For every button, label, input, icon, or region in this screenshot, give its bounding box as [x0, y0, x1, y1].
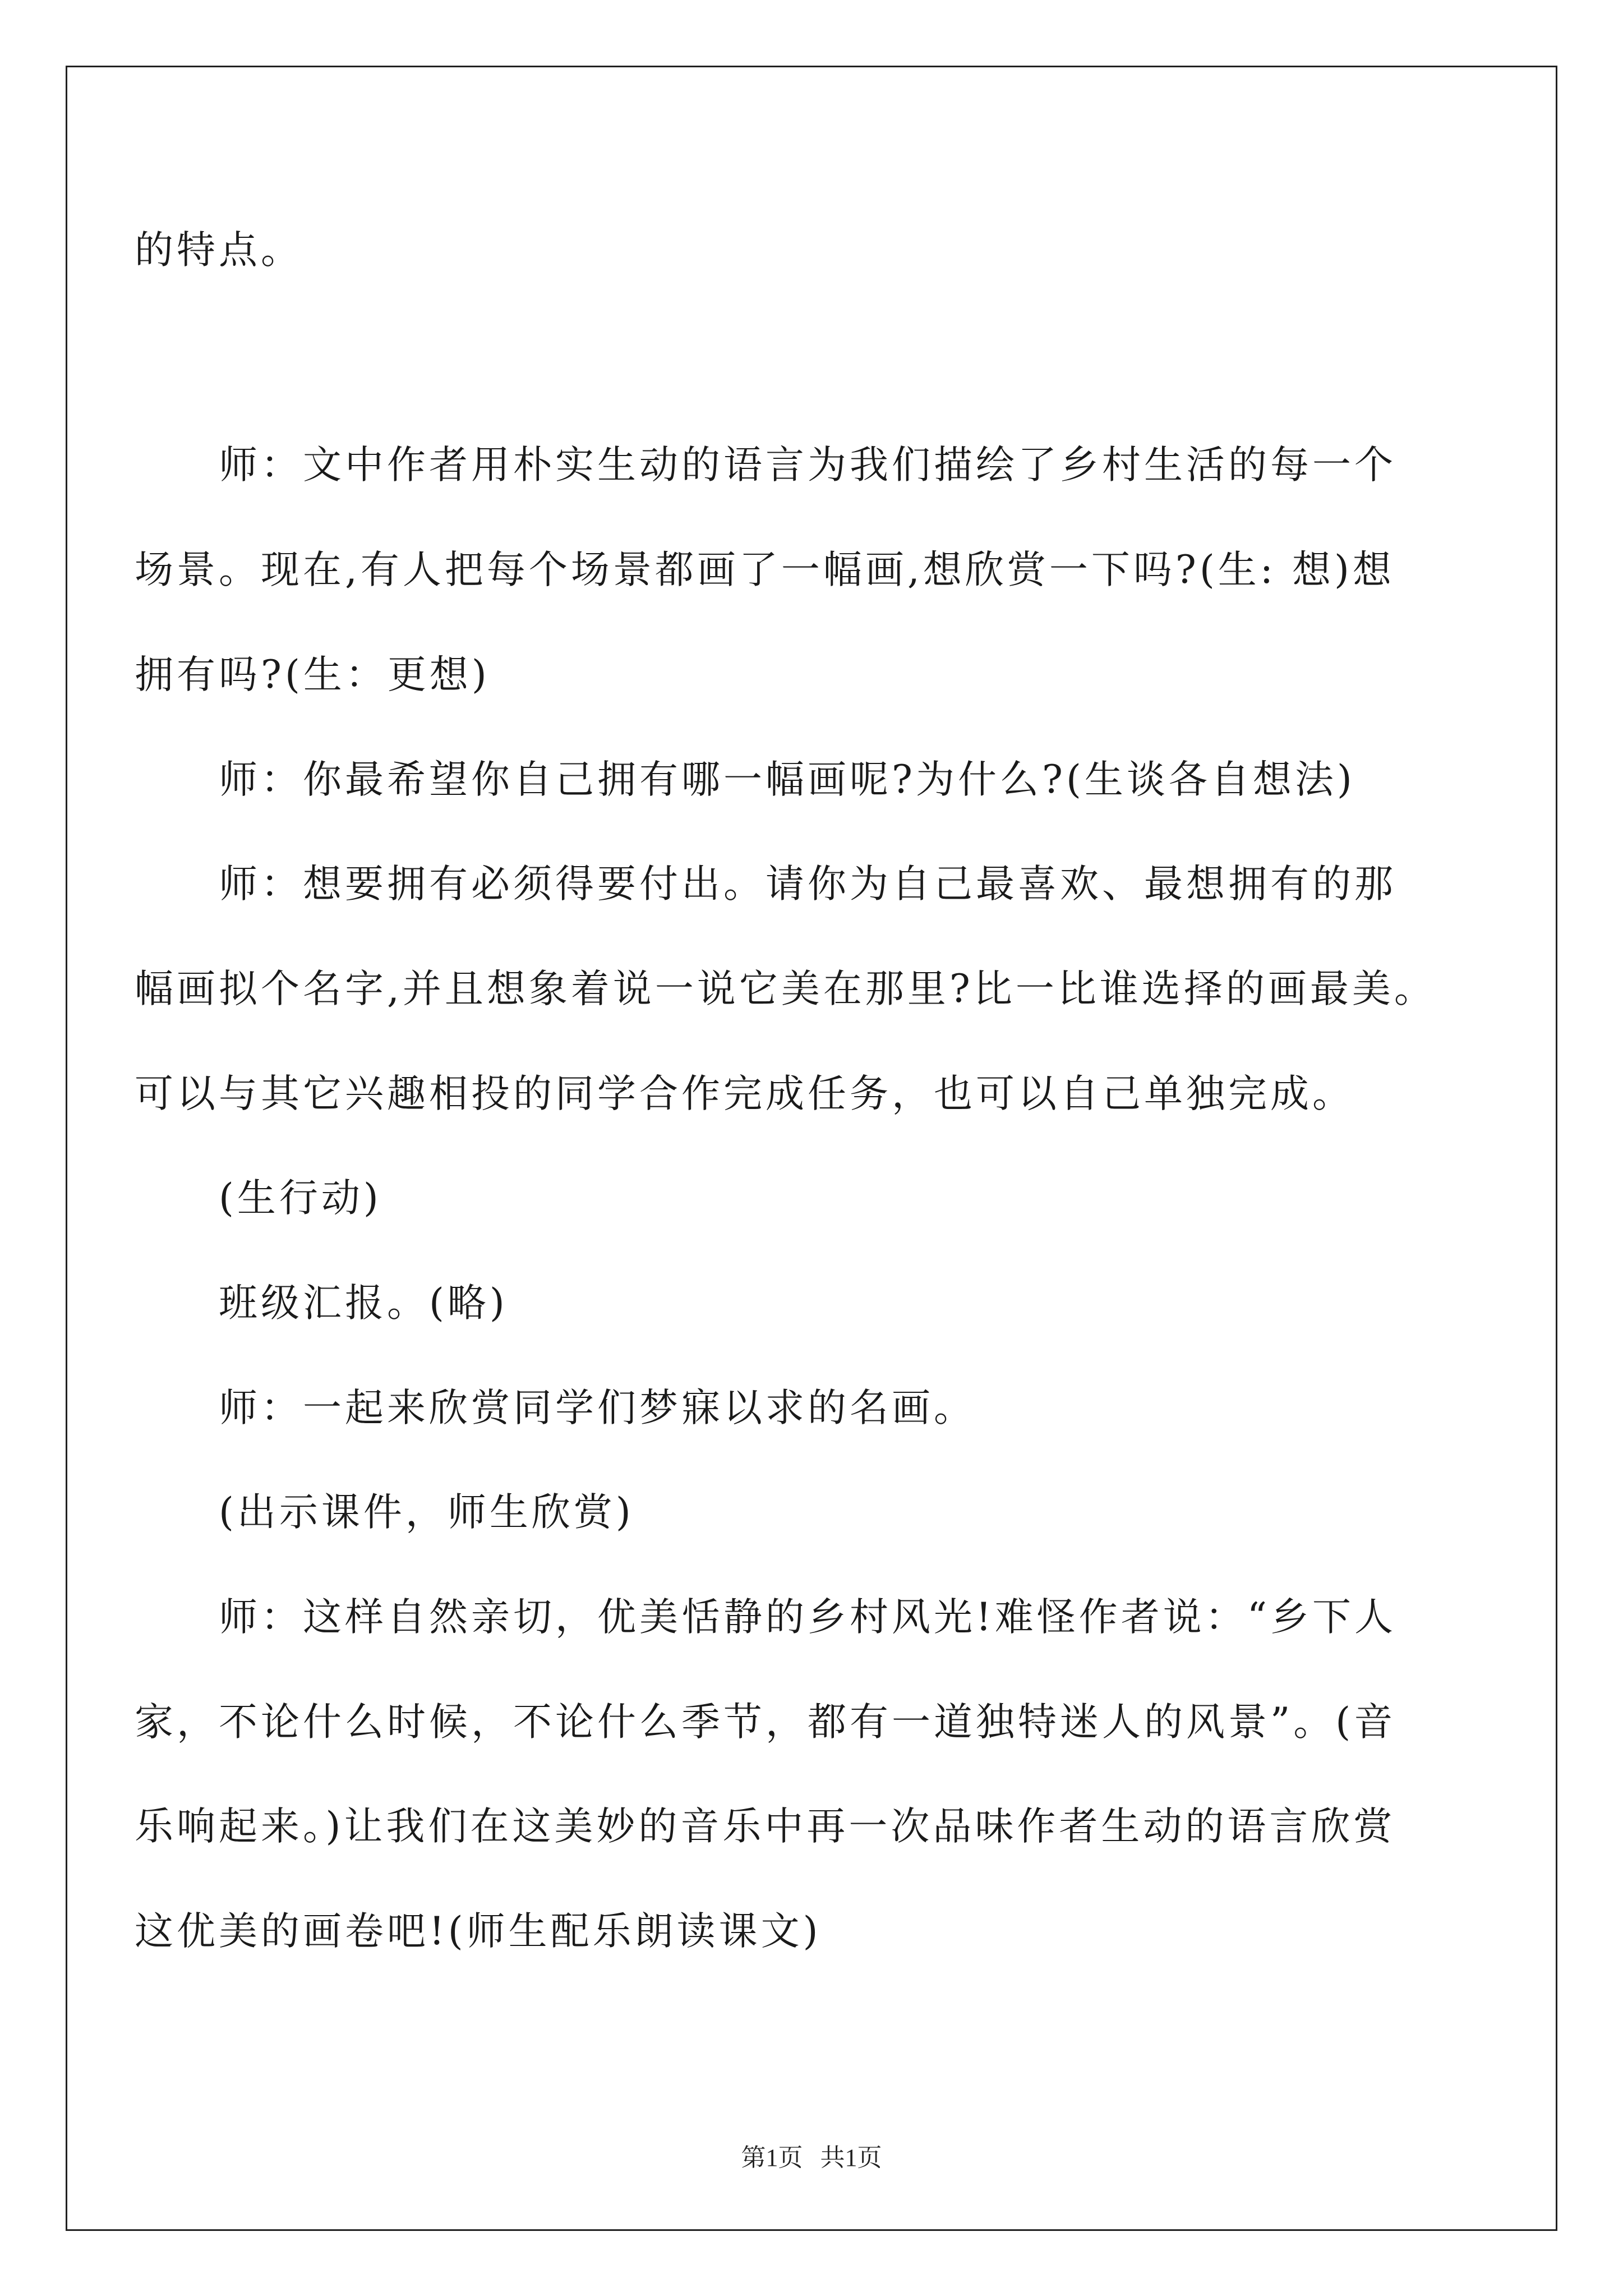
- text-line: 幅画拟个名字,并且想象着说一说它美在那里?比一比谁选择的画最美。: [135, 967, 1436, 1011]
- paragraph-line: 班级汇报。(略): [219, 1281, 508, 1326]
- paragraph-line: (生行动): [219, 1176, 382, 1221]
- paragraph-line: (出示课件，师生欣赏): [219, 1490, 634, 1535]
- text-line: 场景。现在,有人把每个场景都画了一幅画,想欣赏一下吗?(生: 想)想: [135, 547, 1395, 592]
- paragraph-line: 师：一起来欣赏同学们梦寐以求的名画。: [219, 1386, 976, 1430]
- text-line: 这优美的画卷吧!(师生配乐朗读课文): [135, 1909, 822, 1954]
- paragraph-line: 师：你最希望你自己拥有哪一幅画呢?为什么?(生谈各自想法): [219, 757, 1355, 802]
- text-line: 家，不论什么时候，不论什么季节，都有一道独特迷人的风景”。(音: [135, 1700, 1396, 1745]
- paragraph-line: 师：这样自然亲切，优美恬静的乡村风光!难怪作者说：“乡下人: [219, 1595, 1397, 1640]
- text-line: 可以与其它兴趣相投的同学合作完成任务，也可以自己单独完成。: [135, 1071, 1354, 1116]
- text-line: 拥有吗?(生：更想): [135, 652, 490, 697]
- page-number-footer: 第1页 共1页: [741, 2144, 882, 2171]
- text-line: 乐响起来。)让我们在这美妙的音乐中再一次品味作者生动的语言欣赏: [135, 1804, 1396, 1849]
- text-line: 的特点。: [135, 228, 303, 273]
- page-frame: [66, 66, 1557, 2231]
- paragraph-line: 师：文中作者用朴实生动的语言为我们描绘了乡村生活的每一个: [219, 443, 1396, 487]
- paragraph-line: 师：想要拥有必须得要付出。请你为自己最喜欢、最想拥有的那: [219, 862, 1396, 907]
